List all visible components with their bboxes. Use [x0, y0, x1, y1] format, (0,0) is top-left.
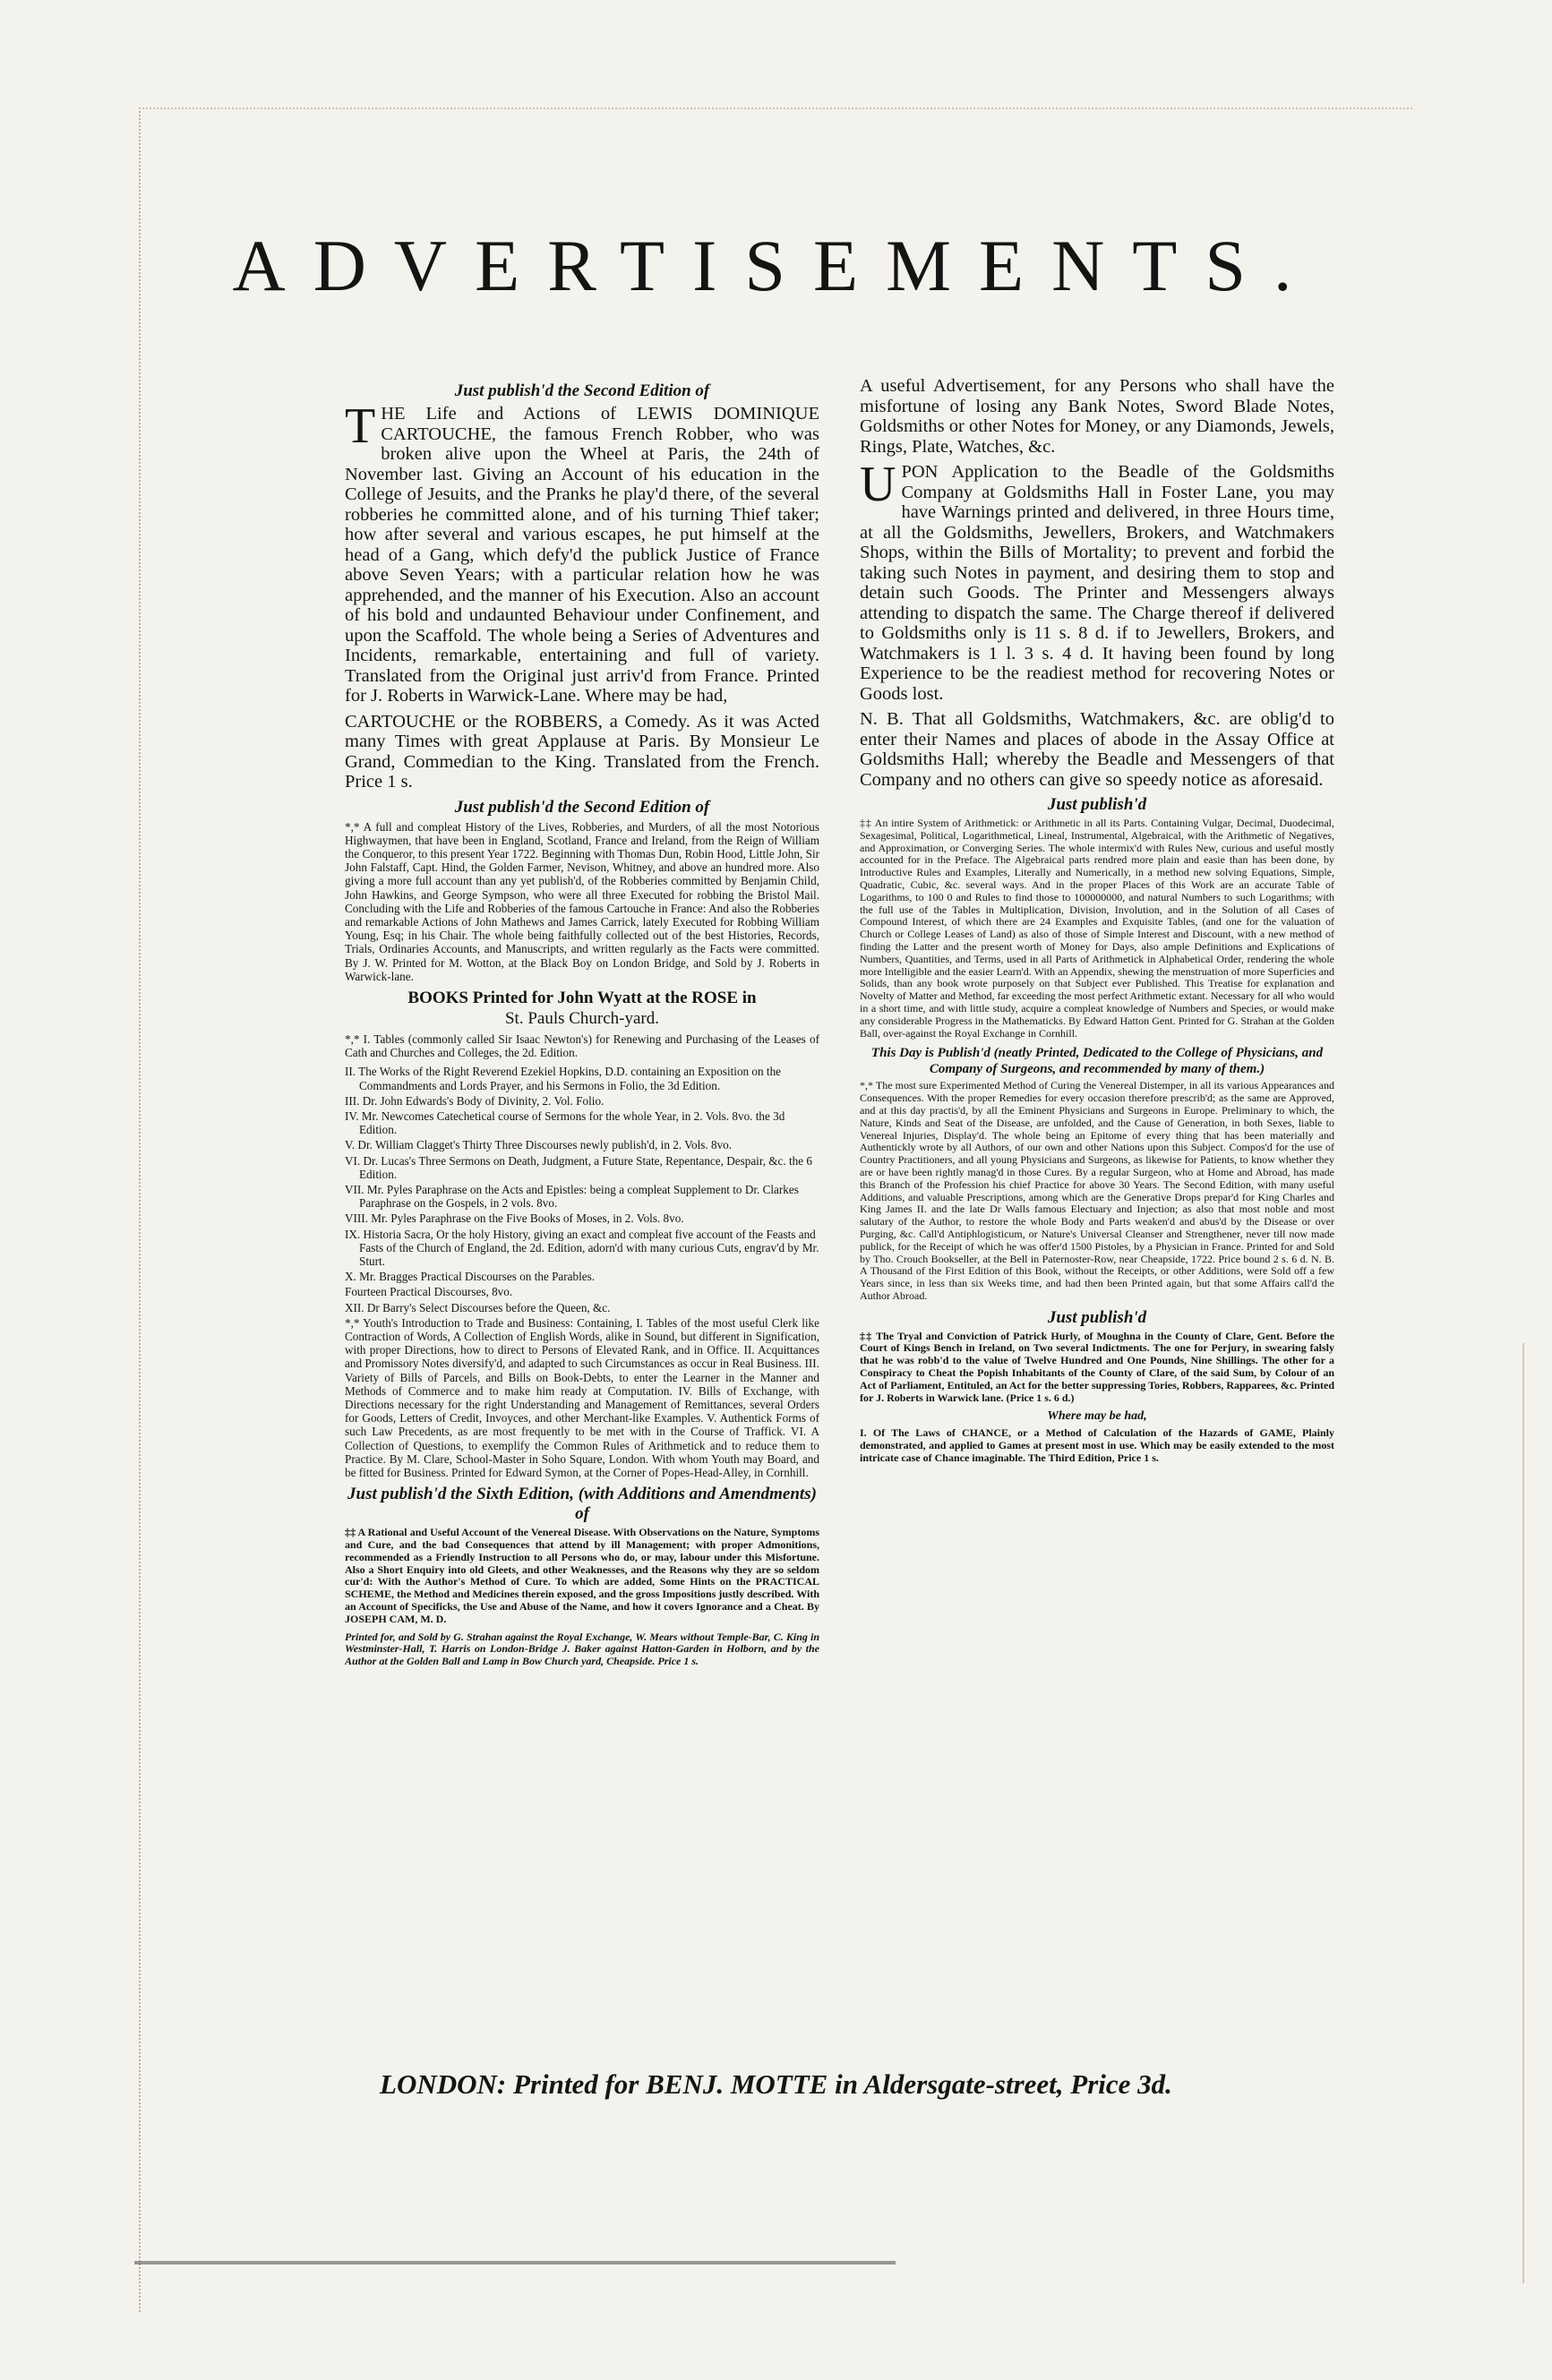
right-column: [860, 376, 1334, 1988]
book-item: IV. Mr. Newcomes Catechetical course of Sermons for the whole Year, in 2. Vols. 8vo. the 3d Edition.: [345, 1109, 785, 1137]
laws-of-chance-advert: I. Of The Laws of CHANCE, or a Method of Calculation of the Hazards of GAME, Plainly demonstrated, and applied to Games at present most in use. Which may be easily extended to the most intricate case of Chance imaginable. The Third Edition, Price 1 s.: [860, 1426, 1334, 1465]
comedy-advert: CARTOUCHE or the ROBBERS, a Comedy. As it was Acted many Times with great Applause at Paris. By Monsieur Le Grand, Commedian to the King. Translated from the French. Price 1 s.: [345, 711, 819, 792]
sixth-edition-heading: Just publish'd the Sixth Edition, (with Additions and Amendments) of: [347, 1485, 817, 1524]
book-item-1: *,* I. Tables (commonly called Sir Isaac Newton's) for Renewing and Purchasing of the Leases of Cath and Churches and Colleges, the 2d. Edition.: [345, 1032, 819, 1060]
imprint-footer: LONDON: Printed for BENJ. MOTTE in Aldersgate-street, Price 3d.: [380, 2068, 1172, 2100]
book-item: V. Dr. William Clagget's Thirty Three Discourses newly publish'd, in 2. Vols. 8vo.: [345, 1138, 733, 1152]
book-item: IX. Historia Sacra, Or the holy History, giving an exact and compleat five account of the Feasts and Fasts of the Church of England, the 2d. Edition, adorn'd with many curious Cuts, engrav'd by Mr. Sturt.: [345, 1227, 819, 1268]
book-item: VII. Mr. Pyles Paraphrase on the Acts and Epistles: being a compleat Supplement to Dr. Clarkes Paraphrase on the Gospels, in 2 vols. 8vo.: [345, 1182, 799, 1211]
venereal-sellers: Printed for, and Sold by G. Strahan against the Royal Exchange, W. Mears without Temple-Bar, C. King in Westminster-Hall, T. Harris on London-Bridge J. Baker against Hatton-Garden in Holborn, and by the Author at the Golden Ball and Lamp in Bow Church yard, Cheapside. Price 1 s.: [345, 1630, 819, 1668]
nota-bene: N. B. That all Goldsmiths, Watchmakers, &c. are oblig'd to enter their Names and places of abode in the Assay Office at Goldsmiths Hall; whereby the Beadle and Messengers of that Company and no others can give so speedy notice as aforesaid.: [860, 709, 1334, 790]
left-column: [345, 376, 819, 1988]
advert-page: [345, 376, 1339, 1988]
highwaymen-advert: *,* A full and compleat History of the Lives, Robberies, and Murders, of all the most Notorious Highwaymen, that have been in England, Scotland, France and Ireland, from the Reign of William the Conqueror, to this present Year 1722. Beginning with Thomas Dun, Robin Hood, Little John, Sir John Falstaff, Capt. Hind, the Golden Farmer, Nevison, Whitney, and above an hundred more. Also giving a more full account than any yet publish'd, of the Robberies committed by Benjamin Child, John Hawkins, and George Sympson, who were all three Executed for robbing the Bristol Mail. Concluding with the Life and Robberies of the famous Cartouche in France: And also the Robberies and remarkable Actions of John Mathews and James Carrick, lately Executed for Robbing William Young, Esq; in his Chair. The whole being faithfully collected out of the best Histories, Records, Trials, Ordinaries Accounts, and Manuscripts, and written regularly as the Facts were committed. By J. W. Printed for M. Wotton, at the Black Boy on London Bridge, and Sold by J. Roberts in Warwick-lane.: [345, 819, 819, 983]
drop-cap: U: [860, 457, 896, 512]
scan-edge-rule: [1522, 1343, 1524, 2283]
goldsmiths-notice: UPON Application to the Beadle of the Goldsmiths Company at Goldsmiths Hall in Foster Lane, you may have Warnings printed and delivered, in three Hours time, at all the Goldsmiths, Jewellers, Brokers, and Watchmakers Shops, within the Bills of Mortality; to prevent and forbid the taking such Notes in payment, and desiring them to stop and detain such Goods. The Printer and Messengers always attending to dispatch the same. The Charge thereof if delivered to Goldsmiths only is 11 s. 8 d. if to Jewellers, Brokers, and Watchmakers is 1 l. 3 s. 4 d. It having been found by long Experience to be the readiest method for recovering Notes or Goods lost.: [860, 457, 1334, 704]
book-item: X. Mr. Bragges Practical Discourses on the Parables.: [345, 1270, 596, 1284]
book-item: II. The Works of the Right Reverend Ezekiel Hopkins, D.D. containing an Exposition on the Commandments and Lords Prayer, and his Sermons in Folio, the 3d Edition.: [345, 1065, 782, 1092]
useful-advertisement: A useful Advertisement, for any Persons who shall have the misfortune of losing any Bank Notes, Sword Blade Notes, Goldsmiths or other Notes for Money, or any Diamonds, Jewels, Rings, Plate, Watches, &c.: [860, 376, 1334, 457]
cartouche-heading: Just publish'd the Second Edition of: [454, 381, 710, 400]
book-item: VIII. Mr. Pyles Paraphrase on the Five Books of Moses, in 2. Vols. 8vo.: [345, 1211, 684, 1226]
arithmetic-heading: Just publish'd: [1047, 795, 1147, 814]
cartouche-advert: THE Life and Actions of LEWIS DOMINIQUE CARTOUCHE, the famous French Robber, who was broken alive upon the Wheel at Paris, the 24th of November last. Giving an Account of his education in the College of Jesuits, and the Pranks he play'd there, of the several robberies he committed alone, and of his turning Thief taker; how after several and various escapes, he put himself at the head of a Gang, which defy'd the publick Justice of France above Seven Years; with a particular relation how he was apprehended, and the manner of his Execution. Also an account of his bold and undaunted Behaviour under Confinement, and upon the Scaffold. The whole being a Series of Adventures and Incidents, remarkable, entertaining and full of variety. Translated from the Original just arriv'd from France. Printed for J. Roberts in Warwick-Lane. Where may be had,: [345, 398, 819, 706]
book-item: VI. Dr. Lucas's Three Sermons on Death, Judgment, a Future State, Repentance, Despair, &c. the 6 Edition.: [345, 1153, 813, 1181]
tryal-heading: Just publish'd: [1047, 1307, 1147, 1327]
book-item: Fourteen Practical Discourses, 8vo.: [345, 1285, 513, 1299]
masthead-title: ADVERTISEMENTS.: [232, 225, 1320, 306]
book-item: XII. Dr Barry's Select Discourses before the Queen, &c.: [345, 1300, 611, 1314]
arithmetic-advert: ‡‡ An intire System of Arithmetick: or Arithmetic in all its Parts. Containing Vulgar, Decimal, Duodecimal, Sexagesimal, Political, Logarithmetical, Lineal, Instrumental, Algebraical, with the Arithmetic of Negatives, and Approximation, or Converging Series. The whole intermix'd with Rules New, curious and useful mostly accounted for in the Preface. The Algebraical parts rendred more plain and easie than has been done, by Introductive Rules and Examples, Literally and Numerically, in a method new solving Equations, Simple, Quadratic, Cubic, &c. several ways. And in the proper Places of this Work are an accurate Table of Logarithms, to 100 0 and Rules to find those to 100000000, and natural Numbers to such Logarithms; with the full use of the Tables in Multiplication, Division, Involution, and in the Solution of all Cases of Compound Interest, of which there are 24 Examples and Exquisite Tables, (and one for the valuation of Church or College Leases of Land) as also of those of Simple Interest and Discount, with a new method of finding the Latter and the present worth of Money for Days, also ample Definitions and Explications of Numbers, Quantities, and Terms, used in all Parts of Arithmetick in Alphabetical Order, rendering the whole more Intelligible and the easier Learn'd. With an Appendix, shewing the menstruation of more Superficies and Solids, than any book wrote purposely on that Subject ever Published. This Treatise for explanation and Novelty of Matter and Method, far exceeding the most perfect Arithmetic extant. Necessary for all who would in a short time, and with little study, acquire a compleat knowledge of Numbers and Species, or would make any considerable Progress in the Mathematicks. By Edward Hatton Gent. Printed for G. Strahan at the Golden Ball, over-against the Royal Exchange in Cornhill.: [860, 817, 1334, 1040]
history-heading: Just publish'd the Second Edition of: [454, 797, 710, 817]
physicians-heading: This Day is Publish'd (neatly Printed, Dedicated to the College of Physicians, and Company of Surgeons, and recommended by many of them.): [870, 1046, 1324, 1077]
where-may-be-had: Where may be had,: [1047, 1409, 1147, 1424]
wyatt-books-heading: BOOKS Printed for John Wyatt at the ROSE in: [407, 988, 757, 1007]
wyatt-address: St. Pauls Church-yard.: [504, 1008, 660, 1028]
tryal-advert: ‡‡ The Tryal and Conviction of Patrick Hurly, of Moughna in the County of Clare, Gent. Before the Court of Kings Bench in Ireland, on Two several Indictments. The one for Perjury, in swearing falsly that he was robb'd to the value of Twelve Hundred and One Pounds, Nine Shillings. The other for a Conspiracy to Cheat the Popish Inhabitants of the County of Clare, of the said Sum, by Colour of an Act of Parliament, Entituled, an Act for the better suppressing Tories, Robbers, Rapparees, &c. Printed for J. Roberts in Warwick lane. (Price 1 s. 6 d.): [860, 1329, 1334, 1404]
venereal-account-advert: ‡‡ A Rational and Useful Account of the Venereal Disease. With Observations on the Nature, Symptoms and Cure, and the bad Consequences that attend by ill Management; with proper Admonitions, recommended as a Friendly Instruction to all Persons who do, or may, labour under this Misfortune. Also a Short Enquiry into old Gleets, and other Weaknesses, and the Reasons why they are so seldom cur'd: With the Author's Method of Cure. To which are added, Some Hints on the PRACTICAL SCHEME, the Method and Medicines therein exposed, and the gross Impositions justly described. With an Account of Specificks, the Use and Abuse of the Name, and how it covers Ignorance and a Cheat. By JOSEPH CAM, M. D.: [345, 1526, 819, 1625]
venereal-method-advert: *,* The most sure Experimented Method of Curing the Venereal Distemper, in all its various Appearances and Consequences. With the proper Remedies for every occasion therefore prescrib'd; as the same are Approved, and at this day practis'd, by all the Eminent Physicians and Surgeons in Europe. Preliminary to which, the Nature, Kinds and Seat of the Disease, are unfolded, and the Cause of Generation, in both Sexes, liable to Venereal Injuries, Display'd. The whole being an Epitome of every thing that has been materially and Authentickly wrote by all Authors, of our own and other Nations upon this Subject. Compos'd for the use of Country Practitioners, and all young Physicians and Surgeons, as likewise for Patients, to know whether they are or have been rightly manag'd in those Cures. By a regular Surgeon, who at Home and Abroad, has made this Branch of the Profession his chief Practice for above 30 Years. The Second Edition, with many useful Additions, and valuable Prescriptions, among which are the Generative Drops prepar'd for King Charles and King James II. and the late Dr Walls famous Electuary and Injection; as also that most noble and most salutary of the Author, to restore the whole Body and Parts weaken'd and abus'd by the Disease or over Purging, &c. Call'd Antiphlogisticum, or Nature's Universal Cleanser and Strengthener, never till now made publick, for the Receipt of which he was offer'd 1500 Pistoles, by a Physician in France. Printed for and Sold by Tho. Crouch Bookseller, at the Bell in Paternoster-Row, near Cheapside, 1722. Price bound 2 s. 6 d. N. B. A Thousand of the First Edition of this Book, without the Receipts, or other Additions, were Sold off a few Years since, in less than six Weeks time, and had then been Printed again, but that some Affairs call'd the Author Abroad.: [860, 1079, 1334, 1302]
book-item: III. Dr. John Edwards's Body of Divinity, 2. Vol. Folio.: [345, 1093, 605, 1108]
youths-introduction-advert: *,* Youth's Introduction to Trade and Business: Containing, I. Tables of the most useful Clerk like Contraction of Words, A Collection of English Words, alike in Sound, but different in Signification, with proper Directions, how to direct to Persons of Elevated Rank, and in Office. II. Acquittances and Promissory Notes diversify'd, and adapted to such Circumstances as occur in Real Business. III. Variety of Bills of Parcels, and Bills on Book-Debts, to enter the Learner in the Manner and Methods of Commerce and to make him ready at Computation. IV. Bills of Exchange, with Directions necessary for the right Understanding and Management of Remittances, several Orders for Goods, Letters of Credit, Invoyces, and other Merchant-like Examples. V. Authentick Forms of such Law Precedents, as are most frequently to be met with in the Course of Traffick. VI. A Collection of Questions, to exemplify the Common Rules of Arithmetick and to reduce them to Practice. By M. Clare, School-Master in Soho Square, London. With whom Youth may Board, and be fitted for Business. Printed for Edward Symon, at the Corner of Popes-Head-Alley, in Cornhill.: [345, 1315, 819, 1480]
drop-cap: T: [345, 398, 376, 454]
scan-bottom-smudge: [134, 2261, 896, 2264]
